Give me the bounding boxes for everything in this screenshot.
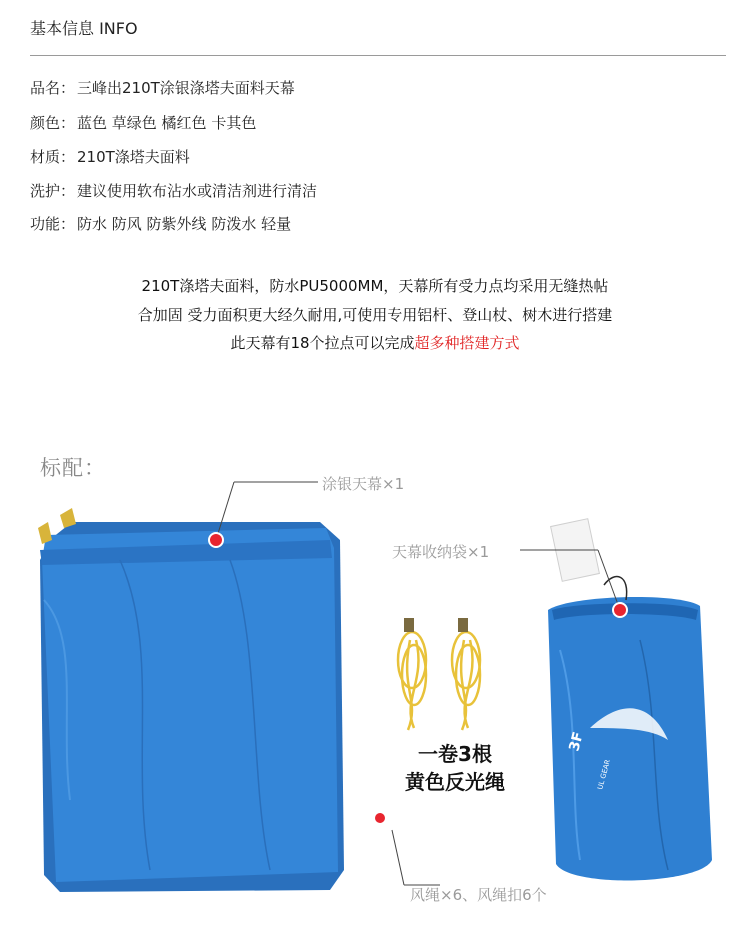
bag-callout-dot xyxy=(613,603,627,617)
rope-label-line-2: 黄色反光绳 xyxy=(405,770,505,794)
spec-key: 功能： xyxy=(30,215,76,233)
spec-key: 品名： xyxy=(30,79,76,97)
rope-bundle-image xyxy=(398,618,480,730)
bag-logo-text: 3F xyxy=(566,730,587,754)
spec-value: 建议使用软布沾水或清洁剂进行清洁 xyxy=(77,182,318,200)
tarp-image xyxy=(38,508,344,892)
tarp-label: 涂银天幕×1 xyxy=(322,475,405,493)
tarp-callout-dot xyxy=(209,533,223,547)
spec-key: 颜色： xyxy=(30,114,76,132)
spec-value: 防水 防风 防紫外线 防泼水 轻量 xyxy=(77,215,292,233)
bag-label: 天幕收纳袋×1 xyxy=(392,543,490,561)
description-line-2: 合加固 受力面积更大经久耐用,可使用专用铝杆、登山杖、树木进行搭建 xyxy=(137,306,613,324)
spec-value: 三峰出210T涂银涤塔夫面料天幕 xyxy=(77,79,295,97)
package-title: 标配： xyxy=(40,456,106,480)
storage-bag-image xyxy=(548,519,712,881)
spec-key: 洗护： xyxy=(30,182,76,200)
description-line-1: 210T涤塔夫面料，防水PU5000MM，天幕所有受力点均采用无缝热帖 xyxy=(141,277,609,295)
description-text: 此天幕有18个拉点可以完成 xyxy=(230,334,415,352)
cord-callout-dot xyxy=(375,813,385,823)
rope-label-line-1: 一卷3根 xyxy=(418,742,492,766)
cord-callout-line xyxy=(392,830,404,885)
spec-key: 材质： xyxy=(30,148,76,166)
cord-label: 风绳×6、风绳扣6个 xyxy=(410,886,547,904)
spec-value: 210T涤塔夫面料 xyxy=(77,148,190,166)
spec-value: 蓝色 草绿色 橘红色 卡其色 xyxy=(77,114,257,132)
description-highlight: 超多种搭建方式 xyxy=(414,334,520,352)
bag-logo-sub: UL GEAR xyxy=(596,758,612,791)
section-title-info: 基本信息 INFO xyxy=(30,19,138,38)
